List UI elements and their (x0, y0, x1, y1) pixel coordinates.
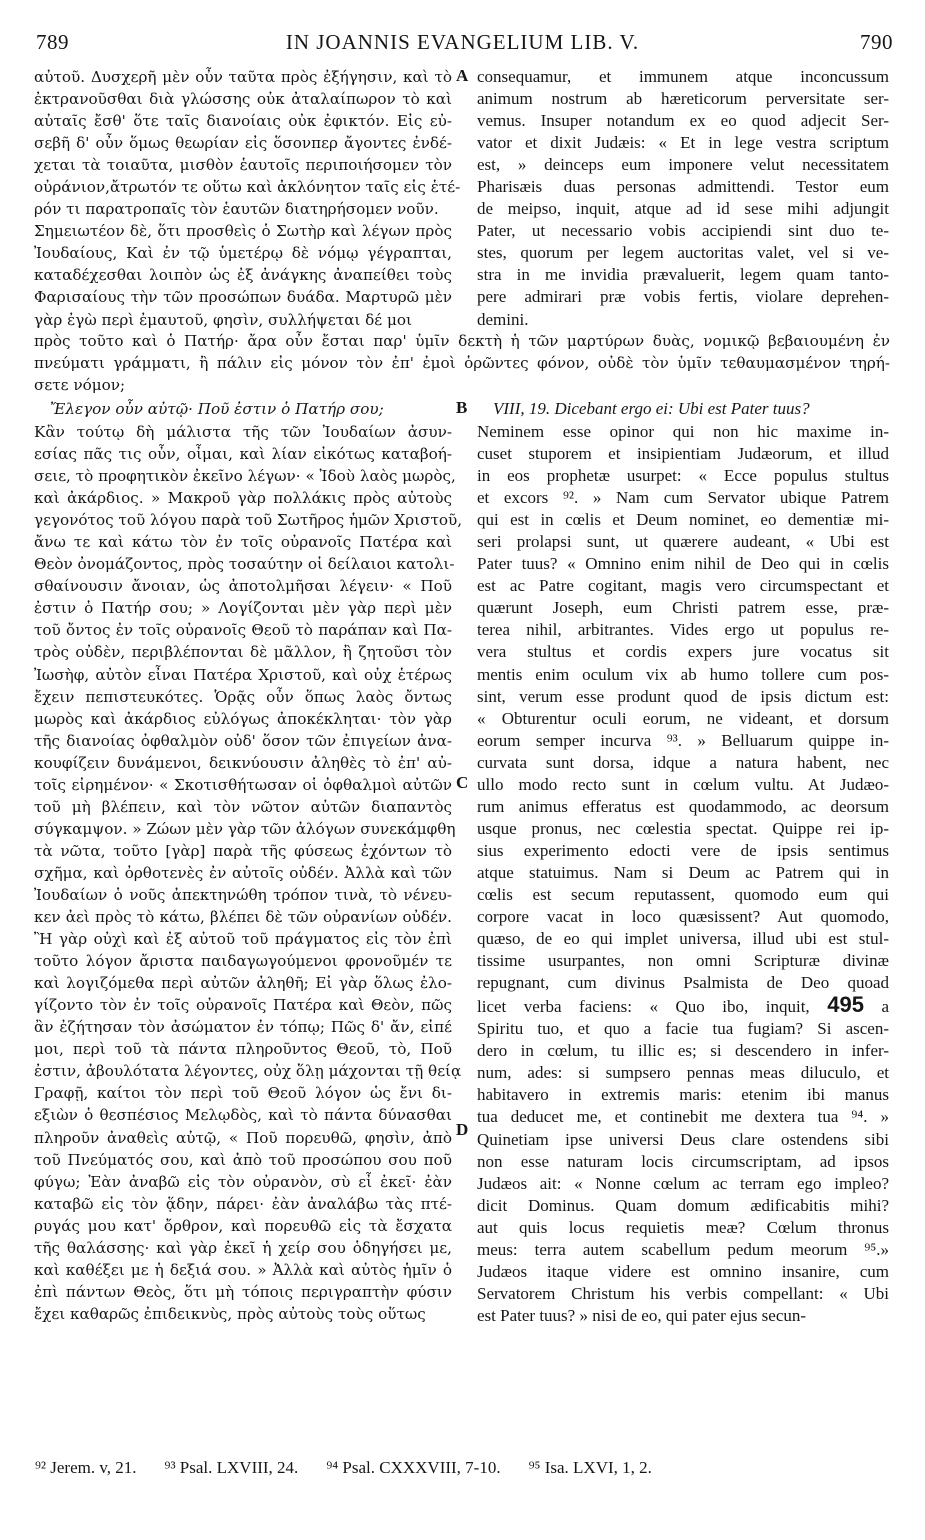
latin-text-line: Pater, ut necessario vobis accipiendi sint duo te- (477, 221, 889, 241)
latin-text-line: vera stultus et cordis expers jure vocatus sit (477, 642, 889, 662)
greek-column-top (34, 66, 461, 331)
latin-text-line: pere admirari præ vobis fertis, violare deprehen- (477, 287, 889, 307)
footnote: ⁹² Jerem. v, 21. (35, 1458, 137, 1477)
greek-text-line: πρὸς τοῦτο καὶ ὁ Πατήρ· ἄρα οὖν ἔσται παρ' ὑμῖν δεκτὴ ἡ τῶν μαρτύρων δυὰς, νομικῷ βεβαιουμένη ἐν (34, 332, 890, 350)
latin-text-line: tissime usurpantes, non omni Scripturæ divinæ (477, 951, 889, 971)
latin-text-line: est ac Patre cogitant, magis vero circumspectant et (477, 576, 889, 596)
latin-text-line: habitavero in extremis maris: etenim ibi manus (477, 1085, 889, 1105)
greek-text-line: Ἢ γὰρ οὐχὶ καὶ ἐξ αὐτοῦ τοῦ πράγματος εἰς τὸν ἐπὶ (34, 930, 452, 949)
latin-text-line: de meipso, inquit, atque ad id sese mihi adjungit (477, 199, 889, 219)
running-title: IN JOANNIS EVANGELIUM LIB. V. (285, 30, 640, 54)
greek-text-line: ἐστιν, ἀβουλότατα λέγοντες, οὐχ ὅλῃ μάχονται τῇ θείᾳ (34, 1062, 462, 1081)
greek-text-line: τοῦ Πνεύματός σου, καὶ ἀπὸ τοῦ προσώπου σου ποῦ (34, 1150, 452, 1169)
greek-text-line: Σημειωτέον δὲ, ὅτι προσθεὶς ὁ Σωτὴρ καὶ λέγων πρὸς (34, 222, 452, 241)
latin-text-line: seri prolapsi sunt, ut quærere audeant, « Ubi est (477, 532, 889, 552)
greek-text-line: πνεύματι γράμματι, ἢ πάλιν εἰς μόνον τὸν ἐπ' ἐμοὶ ὁρῶντες φόνον, οὐδὲ τὸν ὑμῖν τεθαυμασμένον τηρή- (34, 354, 890, 373)
latin-text-line: stes, quorum per legem auctoritas valet, vel si ve- (477, 243, 889, 263)
latin-text-line: Servatorem Christum his verbis compellant: « Ubi (477, 1283, 889, 1303)
footnote: ⁹⁵ Isa. LXVI, 1, 2. (528, 1458, 652, 1477)
greek-text-line: Γραφῇ, καίτοι τὸν περὶ τοῦ Θεοῦ λόγον ὡς ἔνι δι- (34, 1084, 452, 1103)
greek-text-line: ἄνω τε καὶ κάτω τὸν ἐν τοῖς οὐρανοῖς Πατέρα καὶ (34, 533, 452, 552)
greek-text-line: γίζοντο τὸν ἐν τοῖς οὐρανοῖς Πατέρα καὶ Θεὸν, πῶς (34, 996, 452, 1015)
greek-text-line: εσίας πᾶς τις οὖν, οἶμαι, καὶ λίαν εἰκότως καταβοή- (34, 445, 452, 464)
greek-text-line: σθαίνουσιν ἄνοιαν, ὡς ἀποτολμῆσαι λέγειν· « Ποῦ (34, 577, 452, 596)
greek-text-line: καὶ λογιζόμεθα περὶ αὐτῶν ἀληθῆ; Εἰ γὰρ ὅλως ἐλο- (34, 974, 452, 993)
margin-letter-d: D (456, 1120, 469, 1139)
latin-heading-text: VIII, 19. Dicebant ergo ei: Ubi est Pater tuus? (493, 399, 810, 418)
greek-text-line: Θεὸν ὀνομάζοντος, πρὸς τοσαύτην οἱ δείλαιοι κατολι- (34, 555, 455, 574)
greek-text-line: μοι, περὶ τοῦ τὰ πάντα πληροῦντος Θεοῦ, τὸ, Ποῦ (34, 1040, 452, 1059)
right-page-number: 790 (860, 30, 893, 54)
greek-heading-text: Ἔλεγον οὖν αὐτῷ· Ποῦ ἐστιν ὁ Πατήρ σου; (50, 400, 384, 418)
greek-text-line: εξιὼν ὁ θεσπέσιος Μελῳδὸς, καὶ τὸ πάντα δύνασθαι (34, 1106, 452, 1125)
greek-text-line: καταδέχεσθαι λοιπὸν ὡς ἐξ ἀνάγκης ἀναπείθει τοὺς (34, 266, 452, 285)
migne-column-marker: 495 (827, 992, 864, 1018)
latin-column-top (477, 66, 889, 331)
greek-text-line: σύγκαμψον. » Ζώων μὲν γὰρ τῶν ἀλόγων συνεκάμφθη (34, 819, 456, 838)
greek-text-line: ἔχει καθαρῶς ἐπιδεικνὺς, πρὸς αὐτοὺς τοὺς οὕτως (34, 1304, 426, 1323)
latin-text-line: qui est in cœlis et Deum nominet, eo dementiæ mi- (477, 510, 889, 530)
latin-text-line: aut quis locus requietis meæ? Cœlum thronus (477, 1217, 889, 1237)
greek-text-line: οὐράνιον,ἄτρωτόν τε οὕτω καὶ ἀκλόνητον ταῖς εἰς ἑτέ- (34, 178, 461, 197)
latin-text-line: animum nostrum ab hæreticorum perversitate ser- (477, 89, 889, 109)
margin-letter-c: C (456, 773, 469, 792)
greek-spanning-lines (34, 330, 890, 396)
greek-text-line: αὐταῖς ἔσθ' ὅτε ταῖς διανοίαις οὐκ ἐφικτόν. Εἰς εὐ- (34, 112, 452, 131)
greek-text-line: χεται τὰ τοιαῦτα, μισθὸν ἑαυτοῖς περιποιήσομεν τὸν (34, 156, 452, 175)
latin-text-line: Judæos itaque videre est omnino insanire, cum (477, 1261, 889, 1281)
greek-section-heading (50, 398, 440, 420)
greek-text-line: Ἰουδαίους, Καὶ ἐν τῷ ὑμετέρῳ δὲ νόμῳ γέγραπται, (34, 244, 452, 263)
latin-text-line: cœlis est secum reputassent, quomodo eum qui (477, 884, 889, 904)
greek-text-line: γὰρ ἐγὼ περὶ ἐμαυτοῦ, φησὶν, συλλήψεται δέ μοι (34, 310, 412, 329)
greek-text-line: τοῦ μὴ βλέπειν, καὶ τὸν νῶτον αὐτῶν διαπαντὸς (34, 797, 452, 816)
latin-text-line: dero in cœlum, tu illic es; si descendero in infer- (477, 1041, 889, 1061)
latin-text-line: curvata sunt dorsa, idque a natura habent, nec (477, 752, 889, 772)
greek-text-line: σεβῆ δ' οὖν ὅμως θεωρίαν εἰς ὅσονπερ ἄγοντες ἐνδέ- (34, 134, 452, 153)
latin-text-line: non esse naturam locis circumscriptam, ad ipsos (477, 1151, 889, 1171)
greek-text-line: Ἰωσὴφ, αὐτὸν εἶναι Πατέρα Χριστοῦ, καὶ οὐχ ἑτέρως (34, 665, 452, 684)
latin-text-line: sius experimento edocti vere de ipsis sentimus (477, 840, 889, 860)
footnote: ⁹⁴ Psal. CXXXVIII, 7-10. (326, 1458, 501, 1477)
latin-text-line: eorum semper incurva ⁹³. » Belluarum quippe in- (477, 730, 889, 750)
latin-text-line: Judæos ait: « Nonne cœlum ac terram ego impleo? (477, 1173, 889, 1193)
latin-text-line: Neminem esse opinor qui non hic maxime in- (477, 422, 889, 441)
greek-text-line: ἔχειν πεπιστευκότες. Ὁρᾷς οὖν ὅπως λαὸς ὄντως (34, 687, 452, 706)
greek-text-line: ρυγάς μου κατ' ὄρθρον, καὶ πορευθῶ εἰς τὰ ἔσχατα (34, 1216, 452, 1235)
greek-text-line: καὶ καθέξει με ἡ δεξιά σου. » Ἀλλὰ καὶ αὐτὸς ἡμῖν ὁ (34, 1260, 452, 1279)
latin-text-line: repugnant, cum divinus Psalmista de Deo quoad (477, 973, 889, 993)
latin-text-line: et excors ⁹². » Nam cum Servator ubique Patrem (477, 488, 889, 508)
latin-section-heading (493, 398, 889, 420)
latin-text-line: vemus. Insuper notandum ex eo quod adjecit Ser- (477, 111, 889, 131)
latin-column-main (477, 421, 889, 1327)
latin-text-line: Spiritu tuo, et quo a facie tua fugiam? Si ascen- (477, 1019, 889, 1039)
greek-text-line: φύγω; Ἐὰν ἀναβῶ εἰς τὸν οὐρανὸν, σὺ εἶ ἐκεῖ· ἐὰν (34, 1172, 452, 1191)
latin-text-line: est Pater tuus? » nisi de eo, qui pater ejus secun- (477, 1305, 807, 1325)
greek-text-line: τοῖς εἰρημένον· « Σκοτισθήτωσαν οἱ ὀφθαλμοὶ αὐτῶν (34, 775, 452, 794)
greek-text-line: αὐτοῦ. Δυσχερῆ μὲν οὖν ταῦτα πρὸς ἐξήγησιν, καὶ τὸ (34, 68, 452, 86)
greek-text-line: σειε, τὸ προφητικὸν ἐκεῖνο λέγων· « Ἰδοὺ λαὸς μωρὸς, (34, 467, 456, 486)
greek-text-line: Κἂν τούτῳ δὴ μάλιστα τῆς τῶν Ἰουδαίων ἀσυν- (34, 423, 452, 441)
latin-text-line: Pater tuus? « Omnino enim nihil de Deo qui in cœlis (477, 554, 889, 574)
greek-text-line: καταβῶ εἰς τὸν ᾅδην, πάρει· ἐὰν ἀναλάβω τὰς πτέ- (34, 1194, 452, 1213)
latin-text-line: num, ades: si sumpsero pennas meas diluculo, et (477, 1063, 889, 1083)
greek-text-line: ρόν τι παρατροπαῖς τὸν ἑαυτῶν διατηρήσομεν νοῦν. (34, 200, 439, 219)
greek-text-line: καὶ ἀκάρδιος. » Μακροῦ γὰρ πολλάκις πρὸς αὐτοὺς (34, 489, 452, 508)
left-page-number: 789 (36, 30, 69, 54)
latin-text-line: demini. (477, 309, 529, 329)
latin-text-line: consequamur, et immunem atque inconcussum (477, 67, 889, 86)
greek-text-line: κουφίζειν δυνάμενοι, δεικνύουσιν ἀληθὲς τὸ ἐπ' αὐ- (34, 753, 452, 772)
page-header (30, 30, 895, 60)
greek-text-line: τῆς διανοίας ὀφθαλμὸν οὐδ' ὅσον τῶν ἐπιγείων ἀνα- (34, 731, 452, 750)
footnote: ⁹³ Psal. LXVIII, 24. (164, 1458, 299, 1477)
greek-text-line: πληροῦν ἀναθεὶς αὐτῷ, « Ποῦ πορευθῶ, φησὶν, ἀπὸ (34, 1128, 452, 1147)
latin-text-line: atque statuimus. Nam si Deum ac Patrem qui in (477, 862, 889, 882)
greek-text-line: μωρὸς καὶ ἀκάρδιος εὐλόγως ἀποκέκληται· τὸν γὰρ (34, 709, 452, 728)
latin-text-line: quæso, de eo qui implet universa, illud ubi est stul- (477, 929, 889, 949)
greek-text-line: Φαρισαίους τὴν τῶν προσώπων δυάδα. Μαρτυρῶ μὲν (34, 288, 452, 307)
latin-text-line: vator et dixit Judæis: « Et in lege vestra scriptum (477, 133, 889, 153)
latin-text-line: stra in me invidia prævaluerit, legem quam tanto- (477, 265, 889, 285)
margin-letter-a: A (456, 66, 469, 85)
latin-text-line: meus: terra autem scabellum pedum meorum ⁹⁵.» (477, 1239, 889, 1259)
greek-text-line: ἐκτρανοῦσθαι διὰ γλώσσης οὐκ ἀταλαίπωρον τὸ καὶ (34, 90, 452, 109)
greek-column-main (34, 421, 463, 1325)
margin-letter-b: B (456, 398, 468, 417)
greek-text-line: τοῦτο λόγον ἄριστα παιδαγωγούμενοι φρονοῦμέν τε (34, 952, 452, 971)
latin-text-line: quærunt Joseph, eum Christi patrem esse, præ- (477, 598, 889, 618)
latin-text-line: rum animus efferatus est quodammodo, ac deorsum (477, 796, 889, 816)
greek-text-line: ἐπὶ πάντων Θεὸς, ὅτι μὴ τόποις περιγραπτὴν φύσιν (34, 1282, 452, 1301)
latin-text-line: mentis enim oculum vix ab humo tollere cum pos- (477, 664, 889, 684)
greek-text-line: ἂν ἐζήτησαν τὸν ἀσώματον ἐν τόπῳ; Πῶς δ' ἄν, εἰπέ (34, 1018, 452, 1037)
latin-text-line: in eos prophetæ usurpet: « Ecce populus stultus (477, 466, 889, 486)
latin-text-line: dicit Dominus. Quam domum ædificabitis mihi? (477, 1195, 889, 1215)
latin-text-line: sint, verum esse produnt quod de ipsis dictum est: (477, 686, 889, 706)
latin-text-line: Quinetiam ipse universi Deus clare ostendens sibi (477, 1129, 889, 1149)
footnotes (35, 1458, 895, 1478)
greek-text-line: γεγονότος τοῦ λόγου παρὰ τοῦ Σωτῆρος ἡμῶν Χριστοῦ, (34, 511, 463, 530)
latin-text-line: Pharisæis duas personas admittendi. Testor eum (477, 177, 889, 197)
latin-text-line: est, » deinceps eum imponere velut necessitatem (477, 155, 889, 175)
latin-text-line: tua deducet me, et continebit me dextera tua ⁹⁴. » (477, 1107, 889, 1127)
latin-text-line: cuset stuporem et insipientiam Judæorum, et illud (477, 444, 889, 464)
greek-text-line: σχῆμα, καὶ ὀρθοτενὲς ἐν αὐτοῖς οὐδέν. Ἀλλὰ καὶ τῶν (34, 863, 452, 882)
latin-text-line: usque pronus, nec cœlestia spectat. Quippe rei ip- (477, 818, 889, 838)
greek-text-line: τὰ νῶτα, τοῦτο [γὰρ] παρὰ τῆς φύσεως ἐχόντων τὸ (34, 841, 452, 860)
greek-text-line: τῆς θαλάσσης· καὶ γὰρ ἐκεῖ ἡ χείρ σου ὁδηγήσει με, (34, 1238, 452, 1257)
greek-text-line: κεν ἀεὶ πρὸς τὸ κάτω, βλέπει δὲ τῶν οὐρανίων οὐδέν. (34, 908, 452, 927)
latin-text-line: « Obturentur oculi eorum, ne videant, et dorsum (477, 708, 889, 728)
greek-text-line: τρὸς οὐδὲν, περιβλέπονται δὲ μᾶλλον, ἢ ζητοῦσι τὸν (34, 643, 452, 662)
greek-text-line: ἐστιν ὁ Πατήρ σου; » Λογίζονται μὲν γὰρ περὶ μὲν (34, 599, 452, 618)
latin-text-line: ullo modo recto sunt in cœlum vultu. At Judæo- (477, 774, 889, 794)
latin-text-line: terea nihil, arbitrantes. Vides ergo ut populus re- (477, 620, 889, 640)
greek-text-line: σετε νόμον; (34, 376, 126, 395)
greek-text-line: Ἰουδαίων ὁ νοῦς ἀπεκτηνώθη τρόπον τινὰ, τὸ νένευ- (34, 885, 452, 904)
latin-text-line: corpore vacat in loco quæsissent? Aut quomodo, (477, 907, 889, 927)
latin-text-line: licet verba faciens: « Quo ibo, inquit, 495 a (477, 992, 890, 1018)
greek-text-line: τοῦ ὄντος ἐν τοῖς οὐρανοῖς Θεοῦ τὸ παράπαν καὶ Πα- (34, 621, 452, 640)
